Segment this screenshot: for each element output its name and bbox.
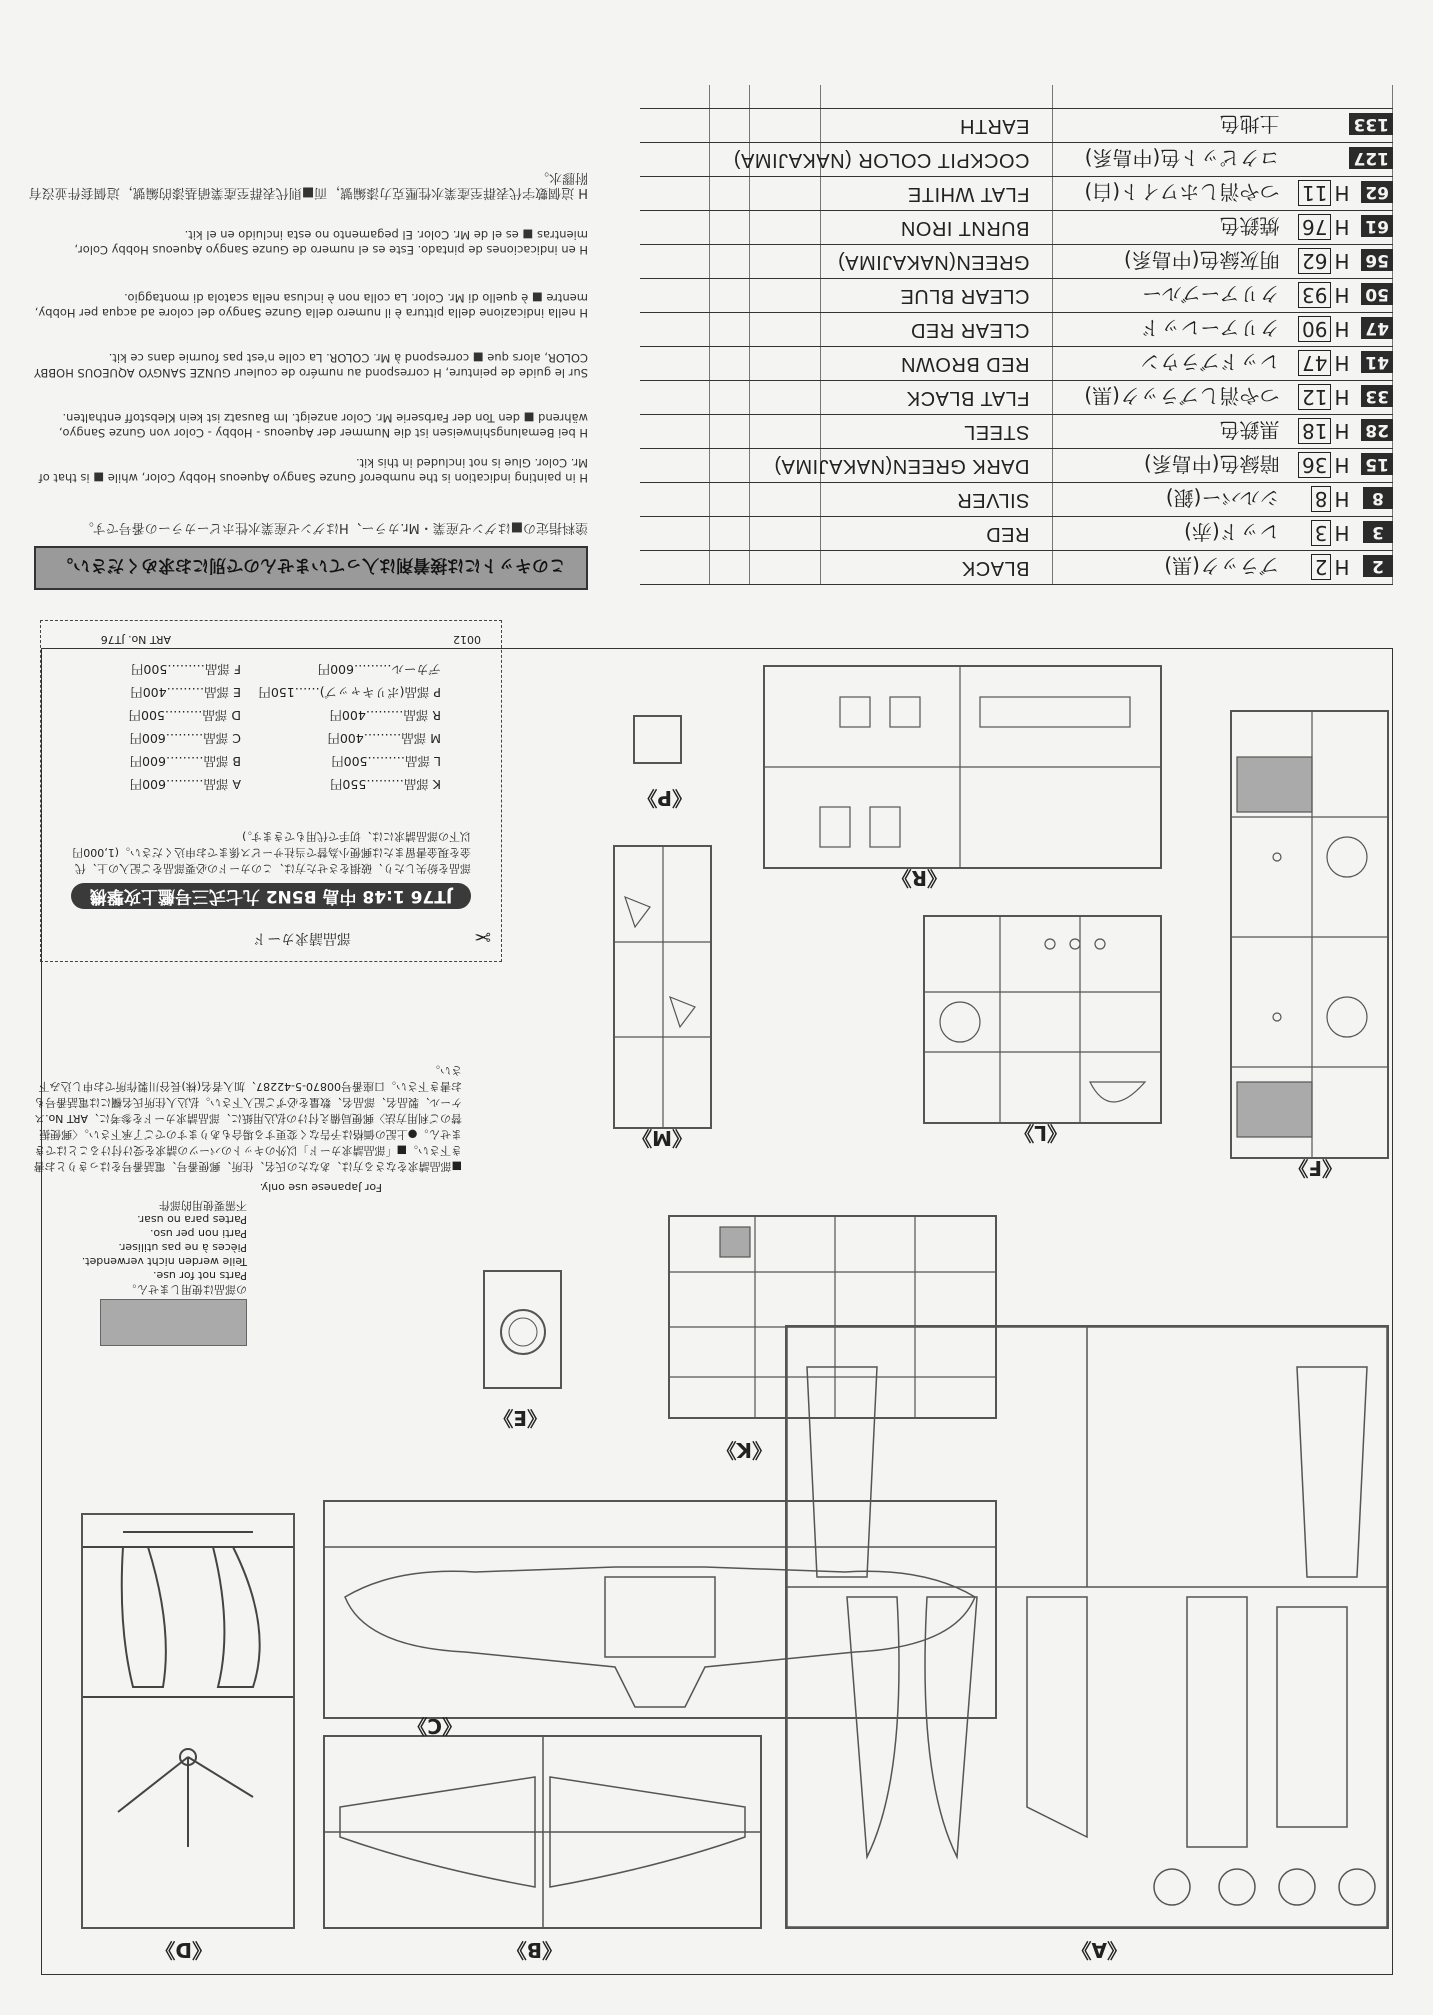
order-card-intro: 部品を紛失したり、破損をさせた方は、このカードの必要部品をご記入の上、代金を現金書留または郵便小為替で当社サービス係までお申込ください。(1,000円以下の部品請求には、切手で代用もできます。) (72, 830, 471, 875)
color-name-en: CLEAR BLUE (640, 279, 1030, 313)
color-name-en: DARK GREEN(NAKAJIMA) (640, 449, 1030, 483)
color-row (640, 109, 1393, 143)
runner-l (923, 915, 1162, 1124)
color-name-ja: レッドブラウン (1030, 347, 1280, 381)
paint-color-table (640, 108, 1393, 585)
runner-c (323, 1500, 997, 1719)
hobby-color-code: H12 (1280, 381, 1350, 415)
color-number: 127 (1350, 143, 1394, 177)
color-name-en: RED (640, 517, 1030, 551)
price-item: L 部品………500円 (331, 754, 441, 769)
color-row (640, 551, 1393, 585)
price-list-right (258, 658, 441, 796)
price-item: K 部品………550円 (329, 777, 441, 792)
legend-zh: 不需要使用的部件 (159, 1199, 247, 1212)
color-name-en: STEEL (640, 415, 1030, 449)
legend-it: Parti non per uso. (150, 1227, 247, 1240)
hobby-color-code: H2 (1280, 551, 1350, 585)
color-row (640, 381, 1393, 415)
note-zh: H 這個數字代表群至產業水性壓克力漆編號，而■則代表群至產業硝基漆的編號，這個套件並沒有附膠水。 (28, 170, 588, 200)
color-number: 50 (1350, 279, 1394, 313)
hobby-color-code: H47 (1280, 347, 1350, 381)
hobby-color-code: H93 (1280, 279, 1350, 313)
japan-use-only: For Japanese use only. (259, 1181, 382, 1194)
color-number: 47 (1350, 313, 1394, 347)
hobby-color-code: H62 (1280, 245, 1350, 279)
color-name-ja: 暗緑色(中島系) (1030, 449, 1280, 483)
color-name-ja: 黒鉄色 (1030, 415, 1280, 449)
runner-b (323, 1735, 762, 1929)
runner-label-p: 《P》 (637, 786, 692, 810)
hobby-color-code: H18 (1280, 415, 1350, 449)
color-row (640, 245, 1393, 279)
legend-en: Parts not for use. (152, 1269, 247, 1282)
order-card-heading: 部品請求カード (253, 930, 351, 946)
runner-label-d: 《D》 (155, 1938, 212, 1962)
color-row (640, 143, 1393, 177)
glue-notice-box (34, 546, 588, 590)
color-row (640, 449, 1393, 483)
legend-es: Partes para no usar. (137, 1213, 247, 1226)
engine-parts-f (1232, 712, 1387, 1157)
note-it: H nella indicazione della pittura è il numero della Gunze Sangyo del colore ad acqua per Hobby, mentre ■ è quello di Mr. Color. La colla non è inclusa nella scatola di montaggio. (34, 291, 588, 320)
price-item: A 部品………600円 (129, 777, 241, 792)
runner-label-a: 《A》 (1071, 1938, 1127, 1962)
legend-ja: の部品は使用しません。 (125, 1283, 247, 1296)
runner-label-b: 《B》 (506, 1938, 562, 1962)
legend-de: Teile werden nicht verwendet. (81, 1255, 247, 1268)
hobby-color-code: H76 (1280, 211, 1350, 245)
scissors-icon: ✂ (474, 925, 491, 949)
price-item: E 部品………400円 (130, 685, 241, 700)
propeller-parts (83, 1515, 293, 1927)
canopy-ring-part (485, 1272, 560, 1387)
hobby-color-code: H3 (1280, 517, 1350, 551)
color-number: 61 (1350, 211, 1394, 245)
color-number: 15 (1350, 449, 1394, 483)
color-number: 133 (1350, 109, 1394, 143)
order-card-code: 0012 (453, 633, 481, 646)
color-name-en: FLAT WHITE (640, 177, 1030, 211)
order-instructions: ■部品請求をなさる方は、あなたの氏名、住所、郵便番号、電話番号をはっきりとお書き下さい。■「部品請求カード」以外のキットのパーツの請求を受け付けることはできません。●上記の価格は予告なく変更する場合もありますのでご了承下さい。〈郵便振替のご利用方法〉郵便局備え付けの払込用紙に、部品請求カードを参考に、ART No.スケール、製品名、部品名、数量を必ずご記入下さい。払込人住所氏名欄には電話番号もお書き下さい。口座番号00870-5-42287、加入者名(株)長谷川製作所でお申し込み下さい。 (33, 1064, 462, 1173)
price-item: P 部品(ポリキャップ)……150円 (258, 685, 441, 700)
color-name-ja: ブラック(黒) (1030, 551, 1280, 585)
unused-parts-legend (77, 1198, 247, 1296)
runner-r (763, 665, 1162, 869)
note-en: H in painting indication is the numberof Gunze Sangyo Aqueous Hobby Color, while ■ is that of Mr. Color. Glue is not included in this kit. (38, 456, 588, 485)
price-item: デカール………600円 (317, 662, 441, 677)
runner-f (1230, 710, 1389, 1159)
color-name-en: BURNT IRON (640, 211, 1030, 245)
price-item: C 部品………600円 (129, 731, 241, 746)
price-item: B 部品………600円 (129, 754, 241, 769)
hobby-color-code: H90 (1280, 313, 1350, 347)
color-name-ja: 土地色 (1030, 109, 1280, 143)
parts-diagram-frame (33, 633, 1393, 1975)
runner-m (613, 845, 712, 1129)
color-name-en: BLACK (640, 551, 1030, 585)
small-parts-m (615, 847, 710, 1127)
color-number: 8 (1350, 483, 1394, 517)
hobby-color-code: H36 (1280, 449, 1350, 483)
runner-e (483, 1270, 562, 1389)
color-name-ja: コクピット色(中島系) (1030, 143, 1280, 177)
interior-parts-r (765, 667, 1160, 867)
color-name-ja: 明灰緑色(中島系) (1030, 245, 1280, 279)
parts-order-card (40, 620, 502, 962)
color-number: 2 (1350, 551, 1394, 585)
color-name-en: EARTH (640, 109, 1030, 143)
runner-label-l: 《L》 (1014, 1121, 1067, 1145)
color-name-en: SILVER (640, 483, 1030, 517)
color-name-ja: つや消しブラック(黒) (1030, 381, 1280, 415)
color-name-en: FLAT BLACK (640, 381, 1030, 415)
color-number: 56 (1350, 245, 1394, 279)
color-name-ja: 焼鉄色 (1030, 211, 1280, 245)
color-row (640, 347, 1393, 381)
color-row (640, 279, 1393, 313)
runner-label-r: 《R》 (891, 866, 947, 890)
runner-d (81, 1513, 295, 1929)
note-es: H en indicaciones de pintado. Este es el numero de Gunze Sangyo Aqueous Hobby Color, mientras ■ es el de Mr. Color. El pegamento no esta incluido en el kit. (74, 228, 588, 257)
runner-label-f: 《F》 (1288, 1156, 1342, 1180)
lower-wing-parts (325, 1737, 760, 1927)
runner-k (668, 1215, 997, 1419)
price-item: F 部品………500円 (130, 662, 241, 677)
upper-wing-parts (325, 1502, 995, 1717)
hobby-color-code: H11 (1280, 177, 1350, 211)
color-number: 28 (1350, 415, 1394, 449)
price-list-left (129, 658, 241, 796)
color-name-ja: シルバー(銀) (1030, 483, 1280, 517)
color-name-ja: クリアーブルー (1030, 279, 1280, 313)
color-row (640, 517, 1393, 551)
hobby-color-code: H8 (1280, 483, 1350, 517)
order-card-art-no: ART No. JT76 (100, 633, 171, 646)
color-number: 33 (1350, 381, 1394, 415)
color-number: 3 (1350, 517, 1394, 551)
runner-label-m: 《M》 (632, 1126, 692, 1150)
price-item: M 部品………400円 (327, 731, 441, 746)
color-name-en: COCKPIT COLOR (NAKAJIMA) (640, 143, 1030, 177)
color-row (640, 211, 1393, 245)
color-number: 62 (1350, 177, 1394, 211)
color-name-en: GREEN(NAKAJIMA) (640, 245, 1030, 279)
color-name-en: RED BROWN (640, 347, 1030, 381)
color-row (640, 177, 1393, 211)
color-row (640, 483, 1393, 517)
color-number: 41 (1350, 347, 1394, 381)
runner-label-e: 《E》 (493, 1406, 547, 1430)
price-item: R 部品………400円 (329, 708, 441, 723)
note-ja: 塗料指定の■はグンゼ産業・Mr.カラー、Hはグンゼ産業水性ホビーカラーの番号です。 (80, 520, 588, 535)
color-row (640, 415, 1393, 449)
price-item: D 部品………500円 (128, 708, 241, 723)
note-de: H bei Bemalungshinweisen ist die Nummer der Aqueous - Hobby - Color von Gunze Sangyo, während ■ den Ton der Farbserie Mr. Color anzeigt. Im Bausatz ist kein Klebstoff enthalten. (58, 411, 588, 440)
color-name-en: CLEAR RED (640, 313, 1030, 347)
note-fr: Sur le guide de peinture, H correspond au numéro de couleur GUNZE SANGYO AQUEOUS HOBBY COLOR, alors que ■ correspond à Mr. COLOR. La colle n'est pas fournie dans ce kit. (33, 351, 588, 380)
unused-parts-swatch (100, 1299, 247, 1346)
legend-fr: Pièces à ne pas utiliser. (118, 1241, 247, 1254)
cockpit-parts-l (925, 917, 1160, 1122)
glue-notice: このキットには接着剤は入っていませんので別にお求めください。 (56, 555, 566, 576)
color-name-ja: レッド(赤) (1030, 517, 1280, 551)
runner-label-c: 《C》 (407, 1714, 462, 1738)
color-name-ja: つや消しホワイト(白) (1030, 177, 1280, 211)
runner-label-k: 《K》 (716, 1438, 772, 1462)
runner-p (633, 715, 682, 764)
small-parts-k (670, 1217, 995, 1417)
color-row (640, 313, 1393, 347)
color-name-ja: クリアーレッド (1030, 313, 1280, 347)
order-card-title: JT76 1:48 中島 B5N2 九七式三号艦上攻撃機 (71, 883, 471, 909)
